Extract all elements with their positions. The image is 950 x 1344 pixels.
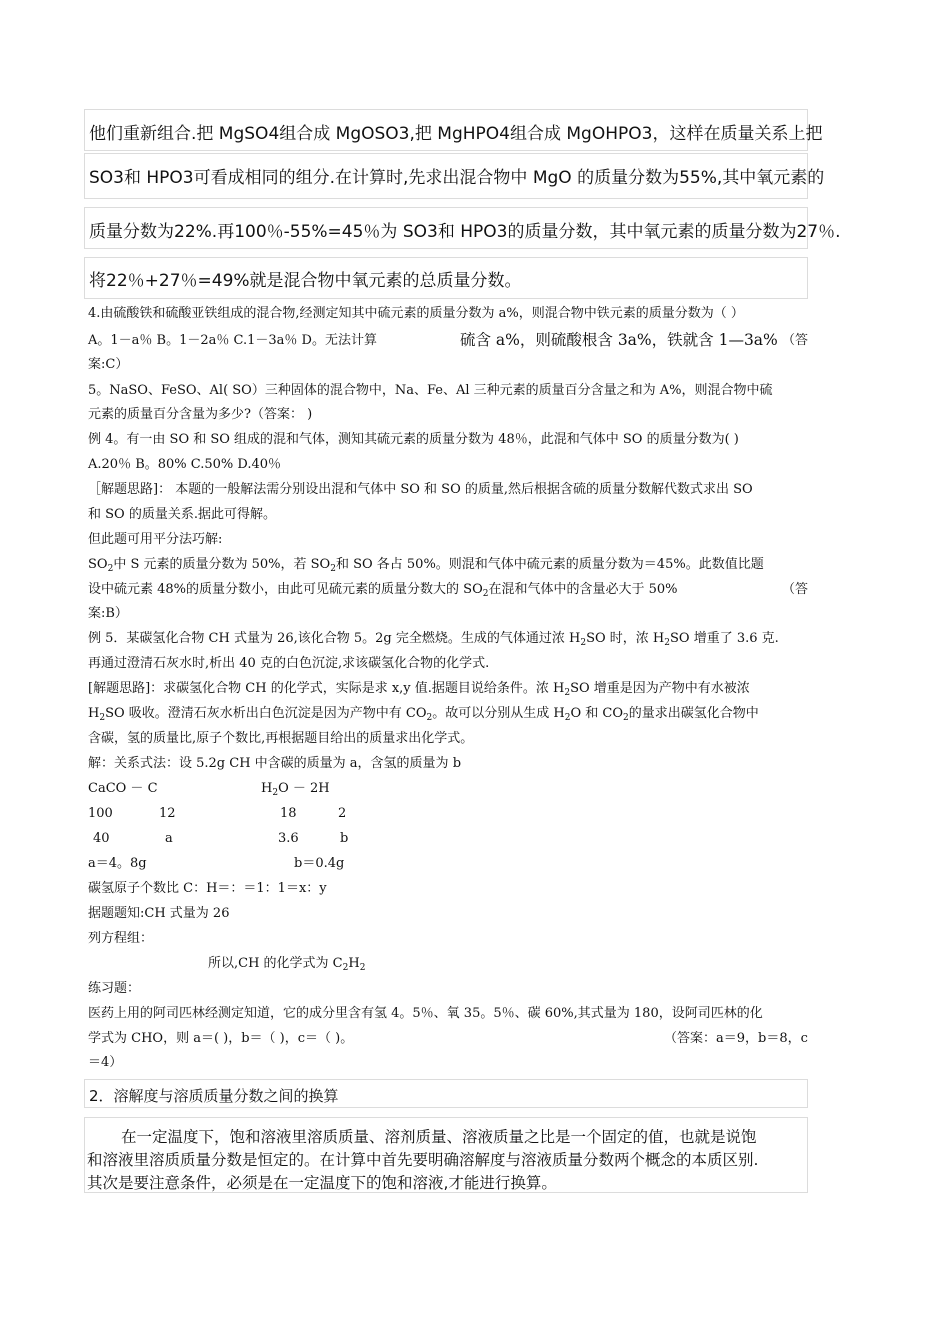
- section-2-body-box: [84, 1117, 808, 1193]
- explanation-box-line-1: [84, 109, 823, 151]
- relation-given-c: a: [165, 831, 173, 846]
- ex5-solution: 解：关系式法：设 5.2g CH 中含碳的质量为 a，含氢的质量为 b: [88, 756, 462, 771]
- explanation-text: SO3和 HPO3可看成相同的组分.在计算时,先求出混合物中 MgO 的质量分数为55%,其中氧元素的: [89, 168, 825, 188]
- explanation-box-line-3: [84, 207, 841, 249]
- section-2-title: 2．溶解度与溶质质量分数之间的换算: [89, 1087, 339, 1105]
- explanation-text: 他们重新组合.把 MgSO4组合成 MgOSO3,把 MgHPO4组合成 MgOHPO3，这样在质量关系上把: [89, 124, 823, 144]
- ex4-answer: 案:B）: [88, 606, 128, 621]
- practice-answer: （答案：a＝9，b＝8，c: [664, 1031, 808, 1046]
- relation-given-2h: b: [340, 831, 349, 846]
- q4-answer: 案:C）: [88, 357, 129, 372]
- q4-stem: 4.由硫酸铁和硫酸亚铁组成的混合物,经测定知其中硫元素的质量分数为 a%，则混合物中铁元素的质量分数为（ ）: [88, 306, 744, 321]
- relation-given-caco: 40: [93, 831, 110, 846]
- explanation-box-line-4: [84, 257, 808, 299]
- final-formula: 所以,CH 的化学式为 $C_2H_2$: [208, 956, 366, 973]
- relation-mass-c: 12: [159, 806, 176, 821]
- section-2-heading-box: [84, 1079, 808, 1108]
- result-carbon: a＝4。8g: [88, 856, 147, 871]
- ex5-line-5: 含碳，氢的质量比,原子个数比,再根据题目给出的质量求出化学式。: [88, 731, 474, 746]
- ex4-solution-line-1: $SO_2$中 S 元素的质量分数为 50%，若 $SO_2$和 SO 各占 50%。则混和气体中硫元素的质量分数为＝45%。此数值比题: [88, 557, 764, 574]
- q4-hint: 硫含 a%，则硫酸根含 3a%，铁就含 1—3a%: [460, 331, 778, 349]
- q4-answer-open: （答: [782, 333, 809, 348]
- ex4-stem: 例 4。有一由 SO 和 SO 组成的混和气体，测知其硫元素的质量分数为 48％，此混和气体中 SO 的质量分数为( ): [88, 432, 739, 447]
- relation-right: $H_2O - 2H$: [261, 781, 330, 798]
- explanation-text: 质量分数为22%.再100％-55%=45％为 SO3和 HPO3的质量分数，其中氧元素的质量分数为27％.: [89, 222, 841, 242]
- section-2-para-line-2: 和溶液里溶质质量分数是恒定的。在计算中首先要明确溶解度与溶液质量分数两个概念的本质区别.: [87, 1151, 759, 1169]
- result-hydrogen: b＝0.4g: [294, 856, 345, 871]
- ex5-line-1: 例 5．某碳氢化合物 CH 式量为 26,该化合物 5。2g 完全燃烧。生成的气体通过浓 $H_2SO$ 时，浓 $H_2SO$ 增重了 3.6 克.: [88, 631, 779, 648]
- ex5-line-3: [解题思路]：求碳氢化合物 CH 的化学式，实际是求 x,y 值.据题目说给条件。浓 $H_2SO$ 增重是因为产物中有水被浓: [88, 681, 750, 698]
- relation-mass-h2o: 18: [280, 806, 297, 821]
- practice-answer-end: ＝4）: [88, 1055, 123, 1070]
- q4-options: A。1－a％ B。1－2a％ C.1－3a％ D。无法计算: [88, 333, 377, 348]
- practice-title: 练习题：: [88, 981, 141, 996]
- relation-left: CaCO － C: [88, 781, 158, 796]
- practice-line-2: 学式为 CHO，则 a＝( )，b＝（ )，c＝（ )。: [88, 1031, 354, 1046]
- atom-ratio: 碳氢原子个数比 C：H＝：＝1：1＝x：y: [88, 881, 327, 896]
- relation-mass-caco: 100: [88, 806, 113, 821]
- relation-given-h2o: 3.6: [278, 831, 299, 846]
- ex5-line-4: $H_2SO$ 吸收。澄清石灰水析出白色沉淀是因为产物中有 $CO_2$。故可以分别从生成 $H_2O$ 和 $CO_2$的量求出碳氢化合物中: [88, 706, 759, 723]
- ex4-options: A.20％ B。80% C.50% D.40％: [88, 457, 282, 472]
- ex4-solution-line-2: 设中硫元素 48%的质量分数小，由此可见硫元素的质量分数大的 $SO_2$在混和气体中的含量必大于 50%: [88, 582, 678, 599]
- equation-set: 列方程组：: [88, 931, 154, 946]
- section-2-para-line-1: 在一定温度下，饱和溶液里溶质质量、溶剂质量、溶液质量之比是一个固定的值，也就是说饱: [121, 1128, 757, 1146]
- section-2-para-line-3: 其次是要注意条件，必须是在一定温度下的饱和溶液,才能进行换算。: [87, 1174, 557, 1192]
- ex4-idea-2: 和 SO 的质量关系.据此可得解。: [88, 507, 276, 522]
- practice-line-1: 医药上用的阿司匹林经测定知道，它的成分里含有氢 4。5％、氧 35。5％、碳 60%,其式量为 180，设阿司匹林的化: [88, 1006, 763, 1021]
- explanation-box-line-2: [84, 153, 825, 199]
- ex5-line-2: 再通过澄清石灰水时,析出 40 克的白色沉淀,求该碳氢化合物的化学式.: [88, 656, 490, 671]
- ex4-idea-1: ［解题思路]： 本题的一般解法需分别设出混和气体中 SO 和 SO 的质量,然后根据含硫的质量分数解代数式求出 SO: [88, 482, 753, 497]
- known-condition: 据题题知:CH 式量为 26: [88, 906, 230, 921]
- ex4-answer-open: （答: [782, 582, 809, 597]
- q5-line-2: 元素的质量百分含量为多少?（答案： ): [88, 407, 313, 422]
- explanation-text: 将22％+27％=49%就是混合物中氧元素的总质量分数。: [89, 271, 522, 291]
- ex4-trick: 但此题可用平分法巧解:: [88, 532, 223, 547]
- relation-mass-2h: 2: [338, 806, 347, 821]
- q5-line-1: 5。NaSO、FeSO、Al( SO）三种固体的混合物中，Na、Fe、Al 三种元素的质量百分含量之和为 A%，则混合物中硫: [88, 383, 773, 398]
